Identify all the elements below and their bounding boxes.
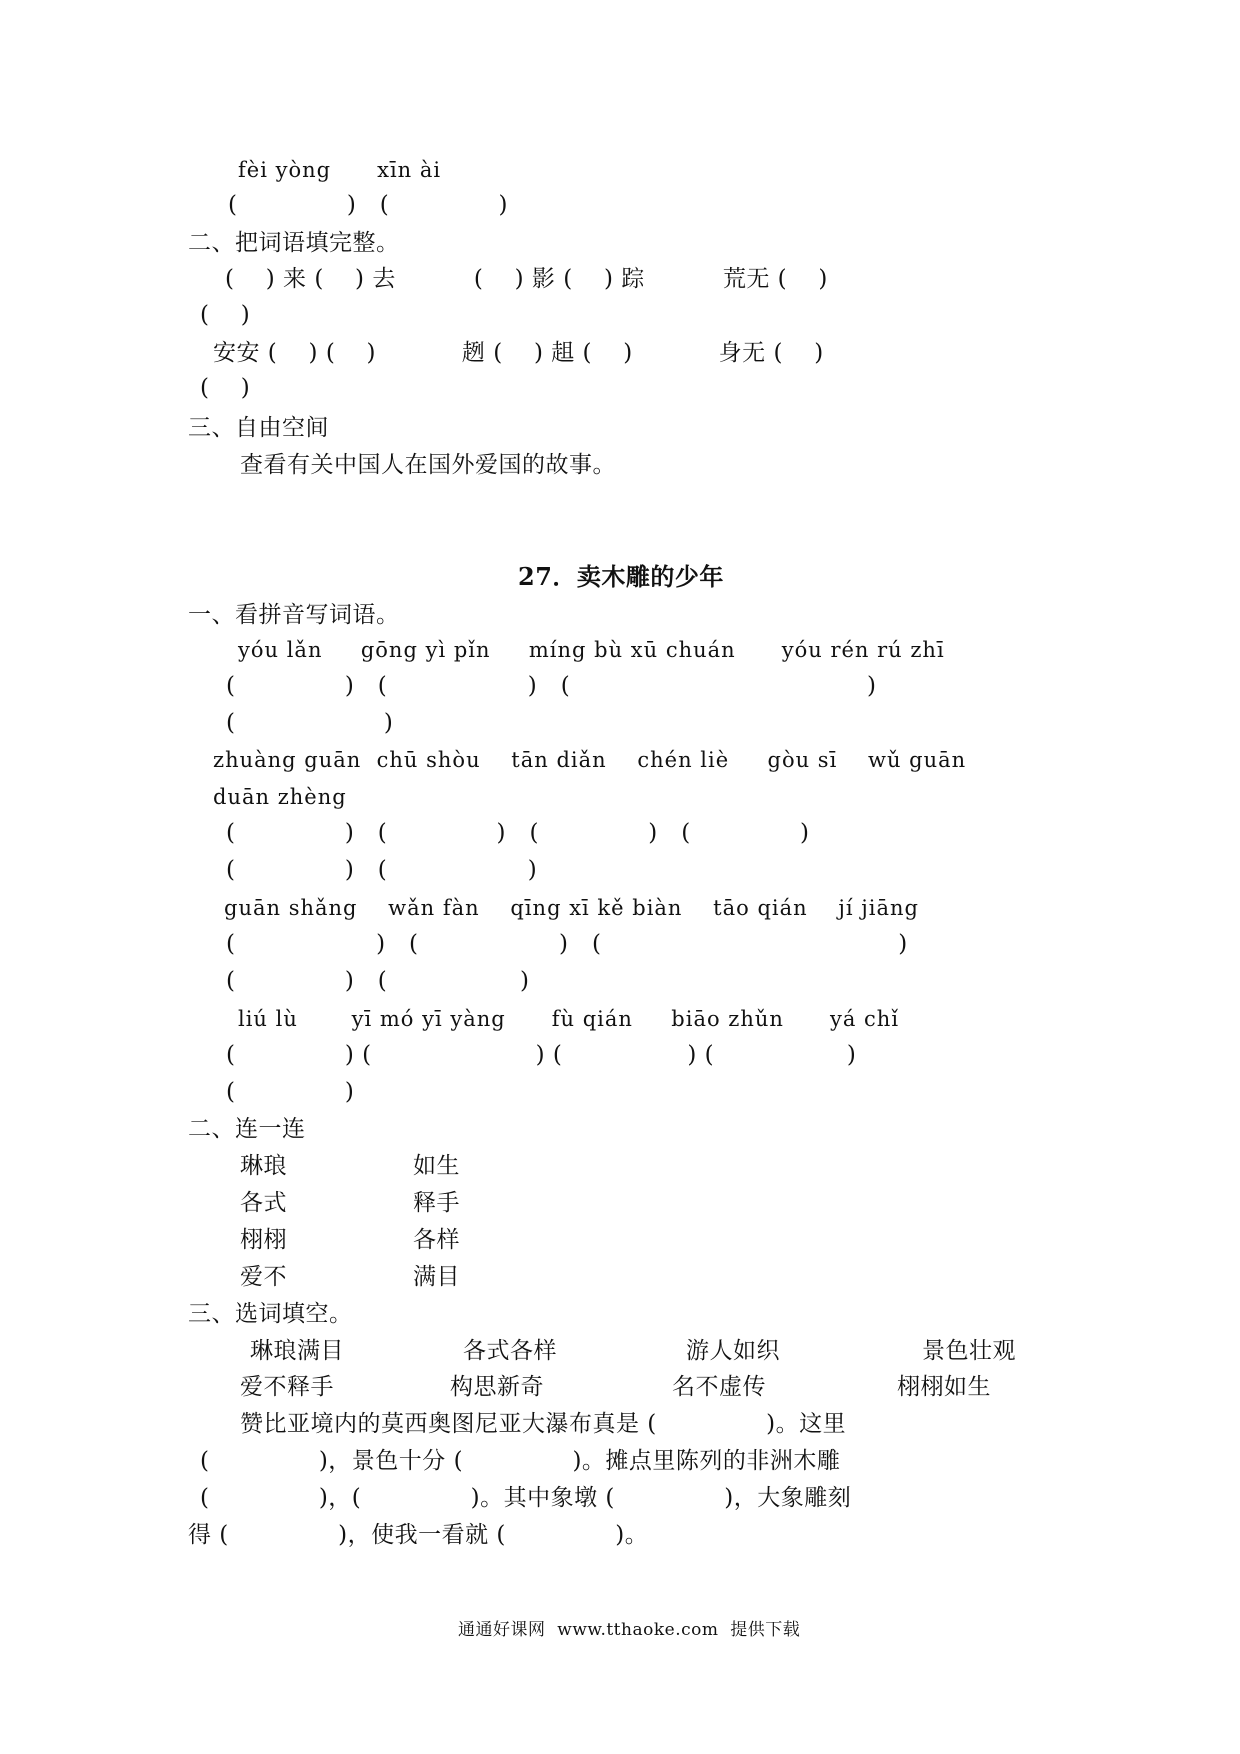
- match-left-item: 爱不: [240, 1264, 287, 1290]
- lesson-q1-title: 一、看拼音写词语。: [188, 602, 400, 628]
- answer-parens-row: ( ): [226, 710, 394, 736]
- match-left-item: 各式: [240, 1190, 287, 1216]
- answer-parens-row: ( ) ( ) ( ) ( ): [226, 1042, 857, 1068]
- passage-line: ( )，( )。其中象墩 ( )，大象雕刻: [200, 1485, 852, 1511]
- word-bank-item: 构思新奇: [450, 1374, 544, 1400]
- fill-words-row: ( ) 来 ( ) 去 ( ) 影 ( ) 踪 荒无 ( ): [225, 266, 828, 292]
- pinyin-row: zhuàng guān chū shòu tān diǎn chén liè gòu sī wǔ guān: [213, 748, 967, 772]
- word-bank-item: 游人如织: [686, 1338, 780, 1364]
- passage-line: 得 ( )，使我一看就 ( )。: [188, 1522, 649, 1548]
- passage-line: 赞比亚境内的莫西奥图尼亚大瀑布真是 ( )。这里: [240, 1411, 847, 1437]
- word-bank-item: 名不虚传: [672, 1374, 766, 1400]
- word-bank-item: 景色壮观: [922, 1338, 1016, 1364]
- fill-words-row-continued: ( ): [200, 375, 251, 401]
- word-bank-item: 琳琅满目: [250, 1338, 344, 1364]
- page-footer: 通通好课网 www.tthaoke.com 提供下载: [458, 1620, 801, 1640]
- pinyin-row: fèi yòng xīn ài: [238, 158, 442, 182]
- answer-parens-row: ( ) ( ): [228, 192, 509, 218]
- question-3-text: 查看有关中国人在国外爱国的故事。: [240, 452, 616, 478]
- word-bank-item: 各式各样: [463, 1338, 557, 1364]
- passage-line: ( )，景色十分 ( )。摊点里陈列的非洲木雕: [200, 1448, 841, 1474]
- pinyin-row: yóu lǎn gōng yì pǐn míng bù xū chuán yóu rén rú zhī: [238, 638, 945, 662]
- word-bank-item: 栩栩如生: [897, 1374, 991, 1400]
- fill-words-row: 安安 ( ) ( ) 趔 ( ) 趄 ( ) 身无 ( ): [213, 340, 824, 366]
- answer-parens-row: ( ) ( ) ( ) ( ): [226, 820, 810, 846]
- answer-parens-row: ( ) ( ) ( ): [226, 931, 908, 957]
- match-right-item: 各样: [413, 1227, 460, 1253]
- pinyin-row: guān shǎng wǎn fàn qīng xī kě biàn tāo qián jí jiāng: [224, 896, 919, 920]
- match-left-item: 琳琅: [240, 1153, 287, 1179]
- word-bank-item: 爱不释手: [240, 1374, 334, 1400]
- fill-words-row-continued: ( ): [200, 302, 251, 328]
- answer-parens-row: ( ): [226, 1079, 355, 1105]
- lesson-q3-title: 三、选词填空。: [188, 1301, 353, 1327]
- pinyin-row: liú lù yī mó yī yàng fù qián biāo zhǔn yá chǐ: [238, 1007, 900, 1031]
- answer-parens-row: ( ) ( ) ( ): [226, 673, 877, 699]
- answer-parens-row: ( ) ( ): [226, 857, 538, 883]
- match-right-item: 如生: [413, 1153, 460, 1179]
- pinyin-row-continued: duān zhèng: [213, 785, 347, 809]
- lesson-title: 27．卖木雕的少年: [518, 562, 724, 591]
- match-right-item: 满目: [413, 1264, 460, 1290]
- match-right-item: 释手: [413, 1190, 460, 1216]
- question-3-title: 三、自由空间: [188, 415, 329, 441]
- lesson-q2-title: 二、连一连: [188, 1116, 306, 1142]
- match-left-item: 栩栩: [240, 1227, 287, 1253]
- question-2-title: 二、把词语填完整。: [188, 230, 400, 256]
- answer-parens-row: ( ) ( ): [226, 968, 530, 994]
